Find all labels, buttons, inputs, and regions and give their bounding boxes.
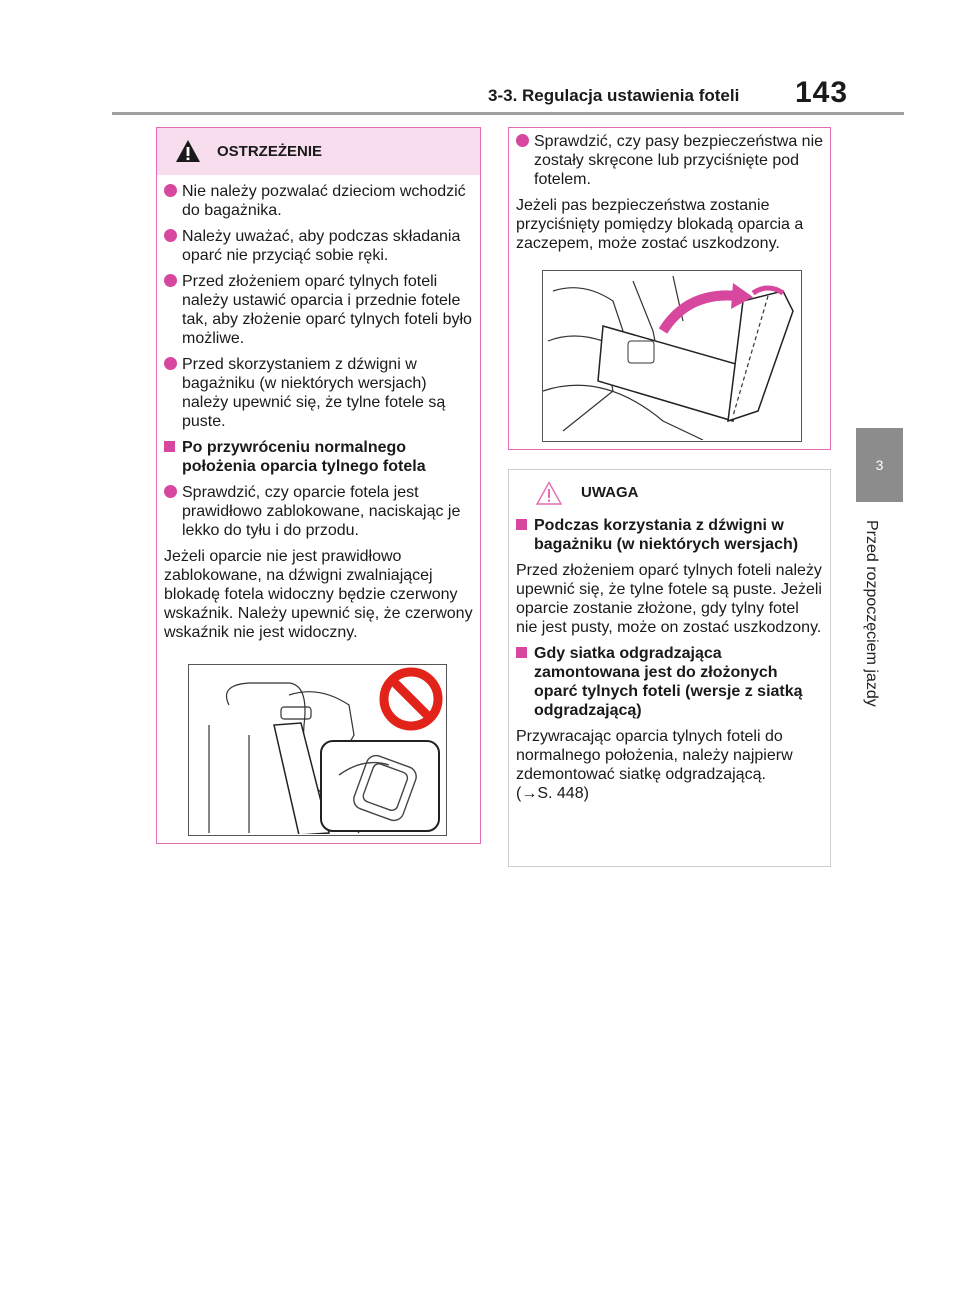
warning-bullet: Przed skorzystaniem z dźwigni w bagażniku (w niektórych wersjach) należy upewnić się, że tylne fotele są puste. (164, 355, 474, 431)
section-title: 3-3. Regulacja ustawienia foteli (488, 86, 740, 105)
square-bullet-icon (516, 647, 527, 658)
header-divider (112, 112, 904, 115)
warning-bullet: Przed złożeniem oparć tylnych foteli należy ustawić oparcia i przednie fotele tak, aby złożenie oparć tylnych foteli było możliwe. (164, 272, 474, 348)
continued-bullet: Sprawdzić, czy pasy bezpieczeństwa nie zostały skręcone lub przyciśnięte pod fotelem. (516, 132, 824, 189)
notice-paragraph: Przed złożeniem oparć tylnych foteli należy upewnić się, że tylne fotele są puste. Jeżeli oparcie zostanie złożone, gdy tylny fotel nie jest pusty, może on zostać uszkodzony. (516, 562, 822, 636)
warning-triangle-icon (175, 139, 201, 163)
chapter-number: 3 (875, 457, 884, 473)
notice-paragraph: Przywracając oparcia tylnych foteli do normalnego położenia, należy najpierw zdemontować siatkę odgradzającą. (→S. 448) (516, 728, 793, 802)
square-bullet-icon (164, 441, 175, 452)
notice-box (508, 469, 831, 867)
notice-subheading: Gdy siatka odgradzająca zamontowana jest do złożonych oparć tylnych foteli (wersje z siatką odgradzającą) (516, 644, 824, 720)
warning-paragraph: Jeżeli oparcie nie jest prawidłowo zablokowane, na dźwigni zwalniającej blokadę fotela widoczny będzie czerwony wskaźnik. Należy upewnić się, że czerwony wskaźnik nie jest widoczny. (164, 548, 473, 641)
warning-title: OSTRZEŻENIE (217, 143, 323, 160)
warning-bullet: Nie należy pozwalać dzieciom wchodzić do bagażnika. (164, 182, 474, 220)
lever-illustration (188, 664, 447, 836)
bullet-dot-icon (164, 229, 177, 242)
chapter-title: Przed rozpoczęciem jazdy (863, 520, 880, 707)
bullet-dot-icon (164, 274, 177, 287)
notice-title: UWAGA (581, 484, 639, 501)
bullet-dot-icon (516, 134, 529, 147)
bullet-dot-icon (164, 485, 177, 498)
notice-content (509, 516, 830, 803)
continued-paragraph: Jeżeli pas bezpieczeństwa zostanie przyciśnięty pomiędzy blokadą oparcia a zaczepem, może zostać uszkodzony. (516, 197, 804, 252)
warning-content (157, 182, 480, 642)
page-reference: (→S. 448) (516, 785, 589, 802)
folded-seat-drawing (543, 271, 800, 440)
bullet-dot-icon (164, 184, 177, 197)
continued-warning-box (508, 127, 831, 450)
square-bullet-icon (516, 519, 527, 530)
notice-subheading: Podczas korzystania z dźwigni w bagażniku (w niektórych wersjach) (516, 516, 824, 554)
caution-triangle-icon (536, 481, 562, 505)
bullet-dot-icon (164, 357, 177, 370)
page-number: 143 (795, 76, 849, 109)
notice-header (509, 470, 830, 516)
warning-header (157, 128, 480, 175)
seatbelt-illustration (542, 270, 802, 442)
warning-bullet: Sprawdzić, czy oparcie fotela jest prawidłowo zablokowane, naciskając je lekko do tyłu i do przodu. (164, 483, 474, 540)
warning-bullet: Należy uważać, aby podczas składania oparć nie przyciąć sobie ręki. (164, 227, 474, 265)
chapter-tab (856, 428, 903, 502)
seat-lever-drawing (189, 665, 445, 834)
warning-subheading: Po przywróceniu normalnego położenia oparcia tylnego fotela (164, 438, 474, 476)
warning-box (156, 127, 481, 844)
